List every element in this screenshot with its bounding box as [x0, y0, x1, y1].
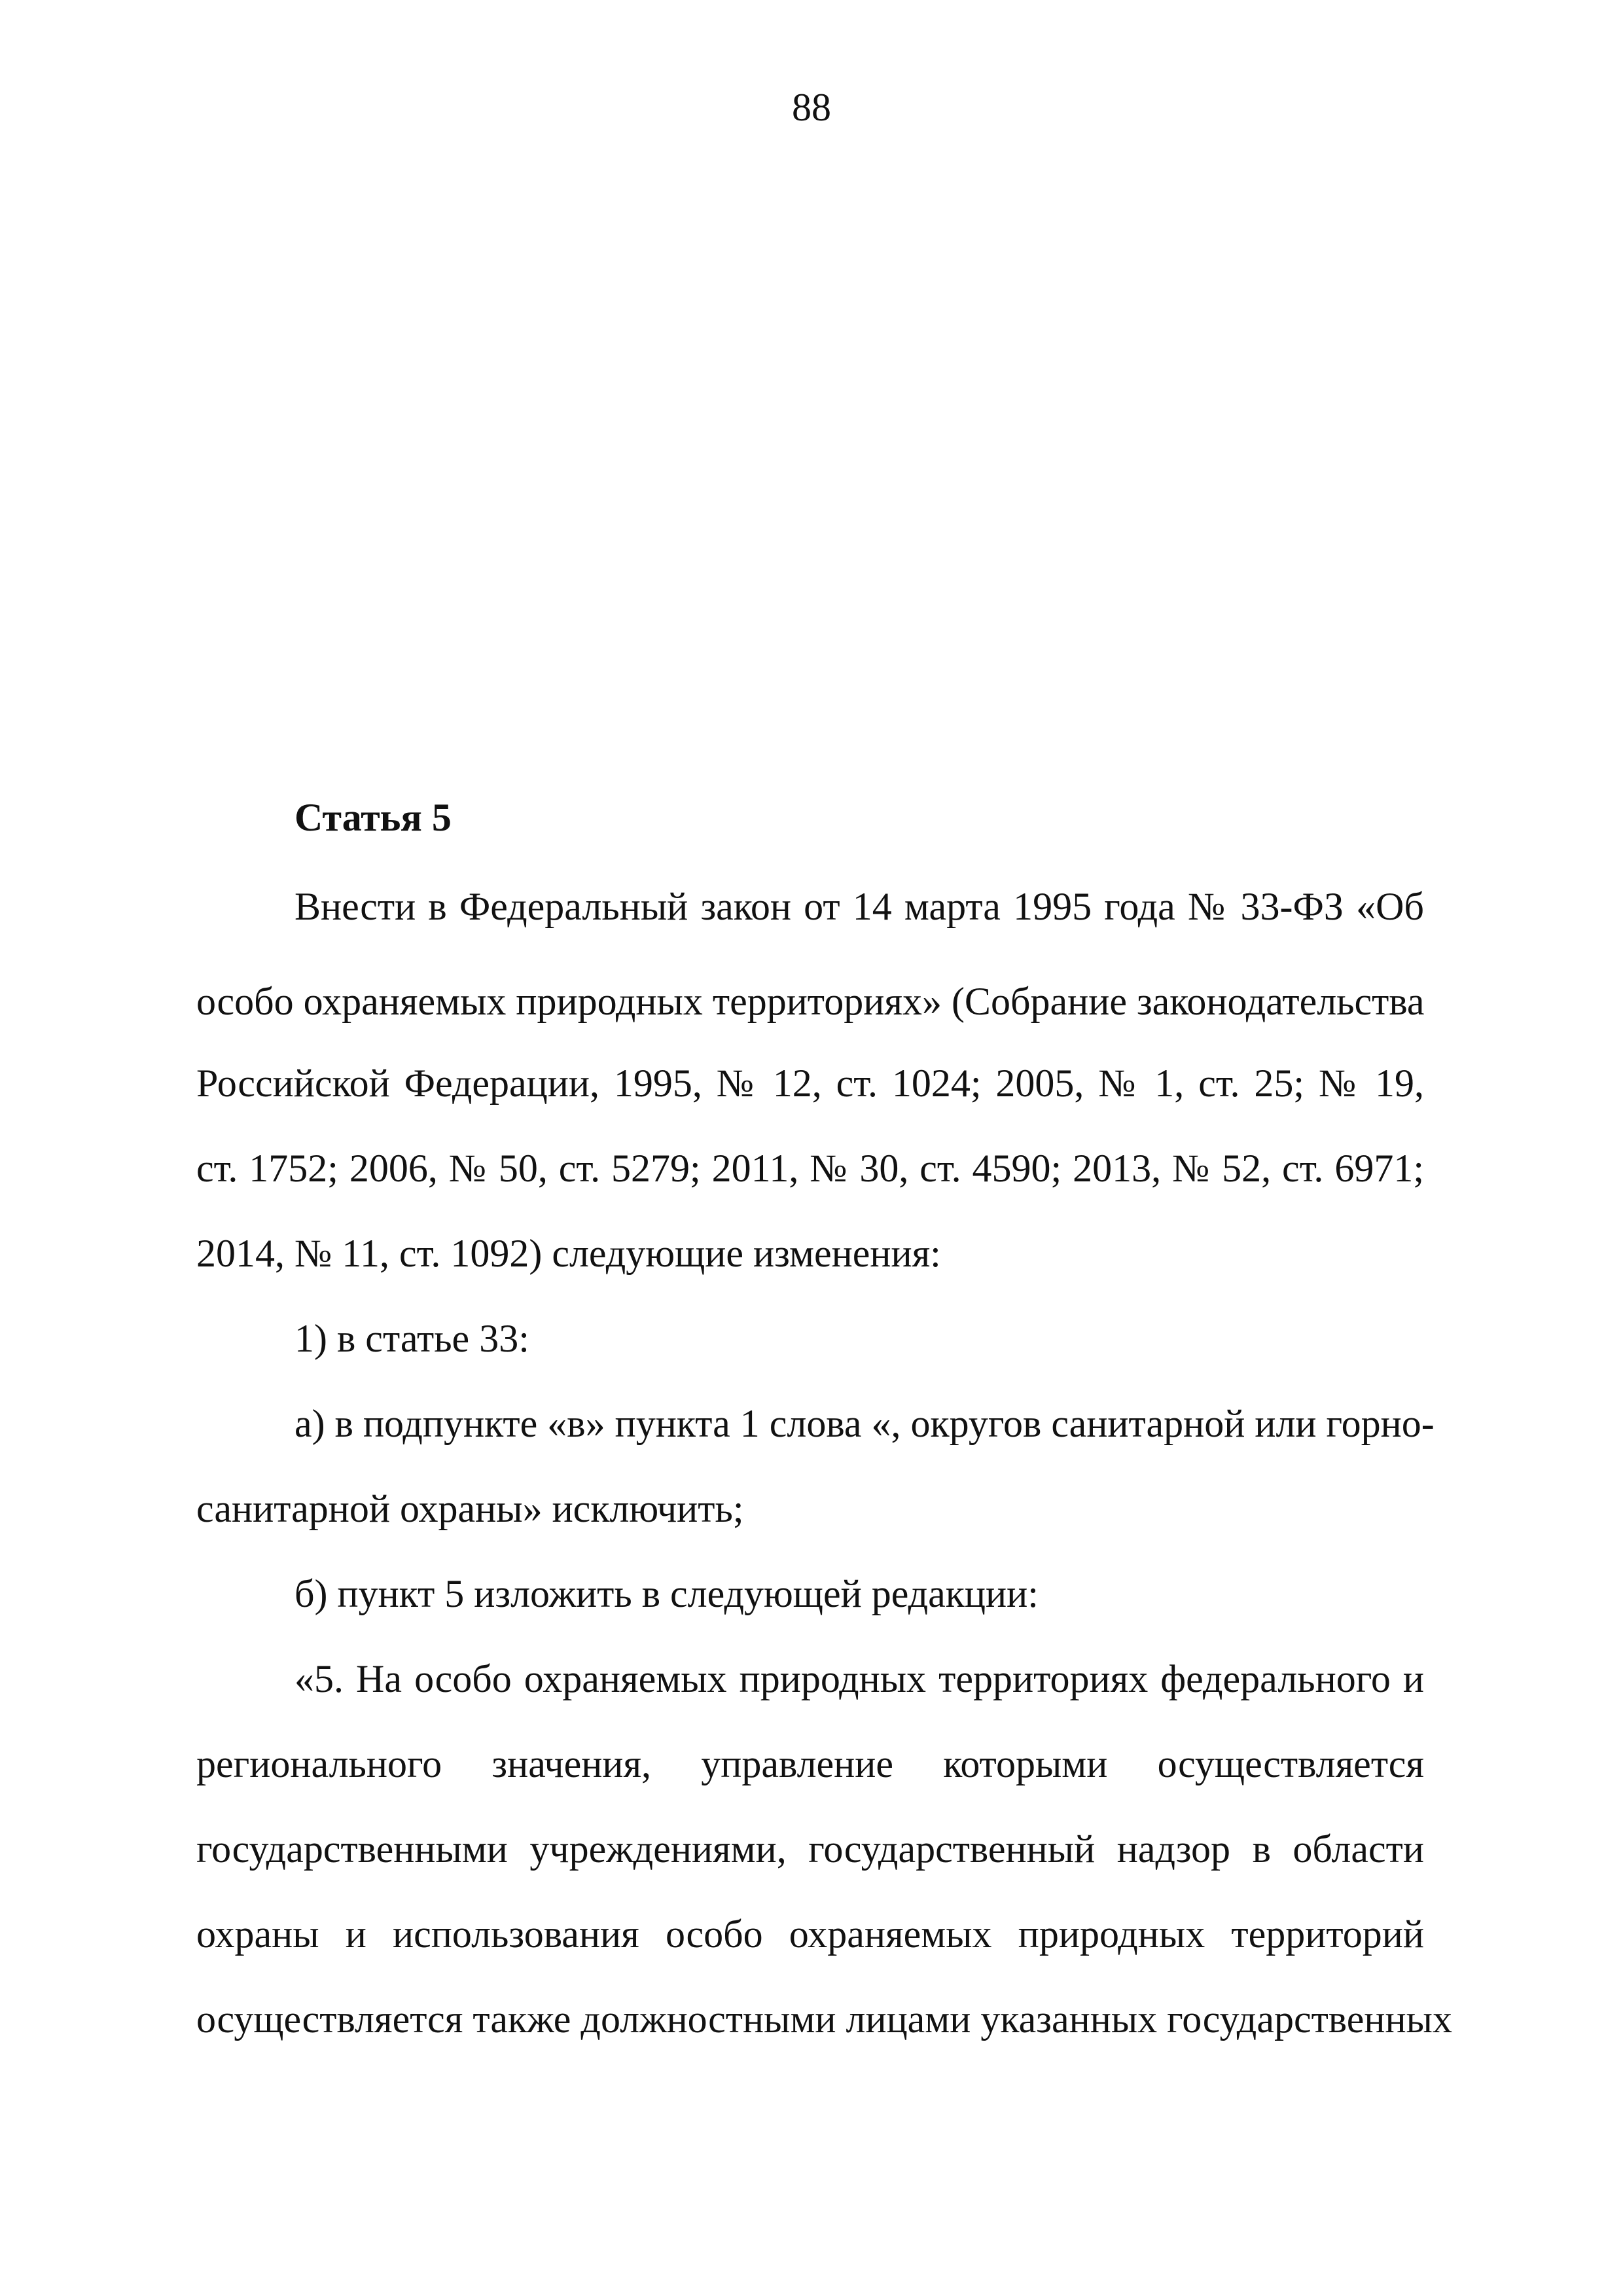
- text-line: Российской Федерации, 1995, № 12, ст. 1024; 2005, № 1, ст. 25; № 19,: [196, 1062, 1424, 1105]
- text-line: Внести в Федеральный закон от 14 марта 1995 года № 33-ФЗ «Об: [294, 885, 1424, 928]
- text-line: 1) в статье 33:: [294, 1317, 529, 1360]
- text-line: санитарной охраны» исключить;: [196, 1487, 744, 1530]
- text-line: регионального значения, управление которыми осуществляется: [196, 1742, 1424, 1785]
- text-line: 2014, № 11, ст. 1092) следующие изменения:: [196, 1232, 941, 1275]
- text-line: ст. 1752; 2006, № 50, ст. 5279; 2011, № 30, ст. 4590; 2013, № 52, ст. 6971;: [196, 1147, 1424, 1190]
- text-line: «5. На особо охраняемых природных территориях федерального и: [294, 1657, 1424, 1700]
- text-line: б) пункт 5 изложить в следующей редакции:: [294, 1572, 1039, 1615]
- text-line: особо охраняемых природных территориях» (Собрание законодательства: [196, 980, 1425, 1023]
- text-line: государственными учреждениями, государственный надзор в области: [196, 1827, 1424, 1871]
- text-line: осуществляется также должностными лицами указанных государственных: [196, 1998, 1452, 2041]
- page-number: 88: [792, 86, 831, 129]
- text-line: а) в подпункте «в» пункта 1 слова «, округов санитарной или горно-: [294, 1402, 1435, 1445]
- text-line: охраны и использования особо охраняемых природных территорий: [196, 1912, 1424, 1956]
- article-heading: Статья 5: [294, 796, 452, 839]
